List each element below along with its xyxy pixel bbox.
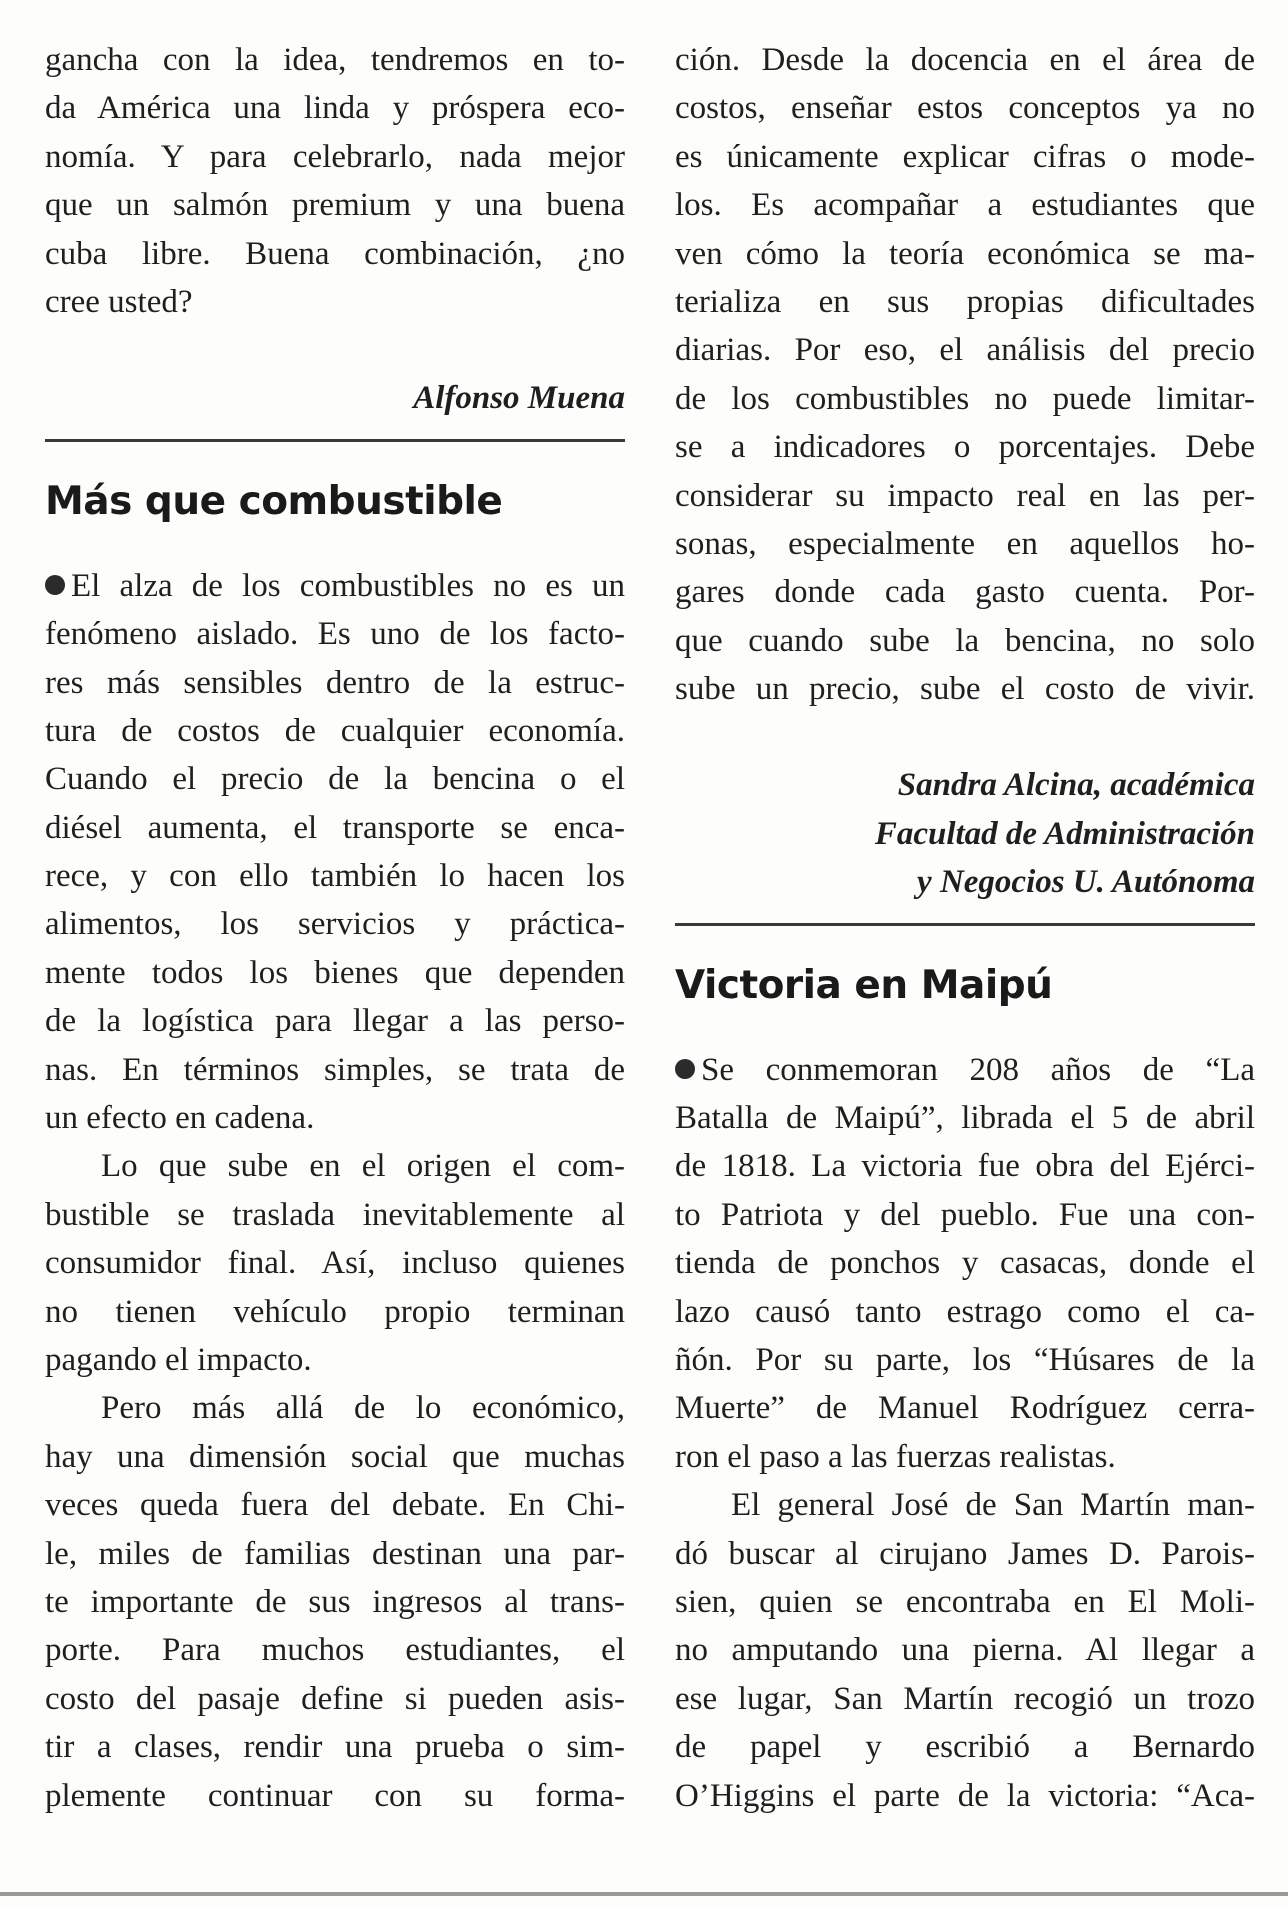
- text-line: diarias. Por eso, el análisis del precio: [675, 332, 1255, 369]
- text-line: fenómeno aislado. Es uno de los facto-: [45, 616, 625, 653]
- letter-1-signature: Alfonso Muena: [413, 380, 625, 417]
- bullet-icon: [675, 1059, 695, 1079]
- text-line: hay una dimensión social que muchas: [45, 1438, 625, 1475]
- text-line: te importante de sus ingresos al trans-: [45, 1583, 625, 1620]
- text-line: que cuando sube la bencina, no solo: [675, 622, 1255, 659]
- text-line: no tienen vehículo propio terminan: [45, 1293, 625, 1330]
- bullet-icon: [45, 575, 65, 595]
- text-line: rece, y con ello también lo hacen los: [45, 858, 625, 895]
- section-divider: [675, 923, 1255, 926]
- text-line: ven cómo la teoría económica se ma-: [675, 235, 1255, 272]
- text-line: mente todos los bienes que dependen: [45, 954, 625, 991]
- article-2-paragraph-1: [45, 562, 625, 1143]
- text-line: ñón. Por su parte, los “Húsares de la: [675, 1341, 1255, 1378]
- text-line: Pero más allá de lo económico,: [101, 1390, 625, 1427]
- text-line: plemente continuar con su forma-: [45, 1777, 625, 1814]
- text-line: ron el paso a las fuerzas realistas.: [675, 1438, 1116, 1475]
- letter-1-ending: [45, 36, 625, 326]
- signature-line: y Negocios U. Autónoma: [917, 864, 1255, 901]
- text-line: El general José de San Martín man-: [731, 1487, 1255, 1524]
- text-line: res más sensibles dentro de la estruc-: [45, 664, 625, 701]
- text-line: es únicamente explicar cifras o mode-: [675, 138, 1255, 175]
- text-line: Muerte” de Manuel Rodríguez cerra-: [675, 1390, 1255, 1427]
- text-line: no amputando una pierna. Al llegar a: [675, 1632, 1255, 1669]
- text-line: El alza de los combustibles no es un: [45, 562, 625, 610]
- text-line: cree usted?: [45, 283, 193, 320]
- text-line: lazo causó tanto estrago como el ca-: [675, 1293, 1255, 1330]
- text-line: porte. Para muchos estudiantes, el: [45, 1632, 625, 1669]
- text-line: consumidor final. Así, incluso quienes: [45, 1245, 625, 1282]
- text-line: costos, enseñar estos conceptos ya no: [675, 90, 1255, 127]
- text-line: gares donde cada gasto cuenta. Por-: [675, 574, 1255, 611]
- headline-victoria-en-maipu: Victoria en Maipú: [675, 962, 1053, 1008]
- text-line: ese lugar, San Martín recogió un trozo: [675, 1680, 1255, 1717]
- text-line: tir a clases, rendir una prueba o sim-: [45, 1729, 625, 1766]
- text-line: alimentos, los servicios y práctica-: [45, 906, 625, 943]
- text-line: de papel y escribió a Bernardo: [675, 1729, 1255, 1766]
- article-3-paragraph-2: [675, 1481, 1255, 1820]
- text-line: sube un precio, sube el costo de vivir.: [675, 671, 1255, 708]
- text-line: pagando el impacto.: [45, 1341, 312, 1378]
- page-bottom-border: [0, 1892, 1288, 1896]
- text-line: da América una linda y próspera eco-: [45, 90, 625, 127]
- text-line: to Patriota y del pueblo. Fue una con-: [675, 1196, 1255, 1233]
- text-line: de la logística para llegar a las perso-: [45, 1003, 625, 1040]
- text-line: costo del pasaje define si pueden asis-: [45, 1680, 625, 1717]
- text-line: tura de costos de cualquier economía.: [45, 712, 625, 749]
- section-divider: [45, 439, 625, 442]
- text-line: los. Es acompañar a estudiantes que: [675, 187, 1255, 224]
- text-line: bustible se traslada inevitablemente al: [45, 1196, 625, 1233]
- text-line: sonas, especialmente en aquellos ho-: [675, 525, 1255, 562]
- text-line: nomía. Y para celebrarlo, nada mejor: [45, 138, 625, 175]
- article-2-continuation: [675, 36, 1255, 713]
- text-line: veces queda fuera del debate. En Chi-: [45, 1487, 625, 1524]
- text-line: diésel aumenta, el transporte se enca-: [45, 809, 625, 846]
- text-line: de los combustibles no puede limitar-: [675, 380, 1255, 417]
- text-line: de 1818. La victoria fue obra del Ejérci-: [675, 1148, 1255, 1185]
- left-column: [45, 36, 625, 1820]
- signature-line: Facultad de Administración: [874, 815, 1255, 852]
- text-line: Batalla de Maipú”, librada el 5 de abril: [675, 1100, 1255, 1137]
- text-line: ción. Desde la docencia en el área de: [675, 42, 1255, 78]
- text-line: se a indicadores o porcentajes. Debe: [675, 429, 1255, 466]
- text-line: Cuando el precio de la bencina o el: [45, 761, 625, 798]
- text-line: cuba libre. Buena combinación, ¿no: [45, 235, 625, 272]
- text-line: terializa en sus propias dificultades: [675, 283, 1255, 320]
- text-line: le, miles de familias destinan una par-: [45, 1535, 625, 1572]
- article-3-paragraph-1: [675, 1046, 1255, 1482]
- text-line: un efecto en cadena.: [45, 1100, 315, 1137]
- text-line: sien, quien se encontraba en El Moli-: [675, 1583, 1255, 1620]
- article-2-paragraph-3: [45, 1384, 625, 1820]
- text-line: gancha con la idea, tendremos en to-: [45, 42, 625, 78]
- right-column: [675, 36, 1255, 1820]
- article-2-paragraph-2: [45, 1142, 625, 1384]
- text-line: que un salmón premium y una buena: [45, 187, 625, 224]
- signature-line: Sandra Alcina, académica: [897, 767, 1255, 804]
- headline-mas-que-combustible: Más que combustible: [45, 478, 503, 524]
- article-2-signature: [675, 761, 1255, 906]
- text-line: nas. En términos simples, se trata de: [45, 1051, 625, 1088]
- text-line: considerar su impacto real en las per-: [675, 477, 1255, 514]
- text-line: tienda de ponchos y casacas, donde el: [675, 1245, 1255, 1282]
- text-line: dó buscar al cirujano James D. Parois-: [675, 1535, 1255, 1572]
- text-line: Se conmemoran 208 años de “La: [675, 1046, 1255, 1094]
- text-line: Lo que sube en el origen el com-: [101, 1148, 625, 1185]
- text-line: O’Higgins el parte de la victoria: “Aca-: [675, 1777, 1255, 1814]
